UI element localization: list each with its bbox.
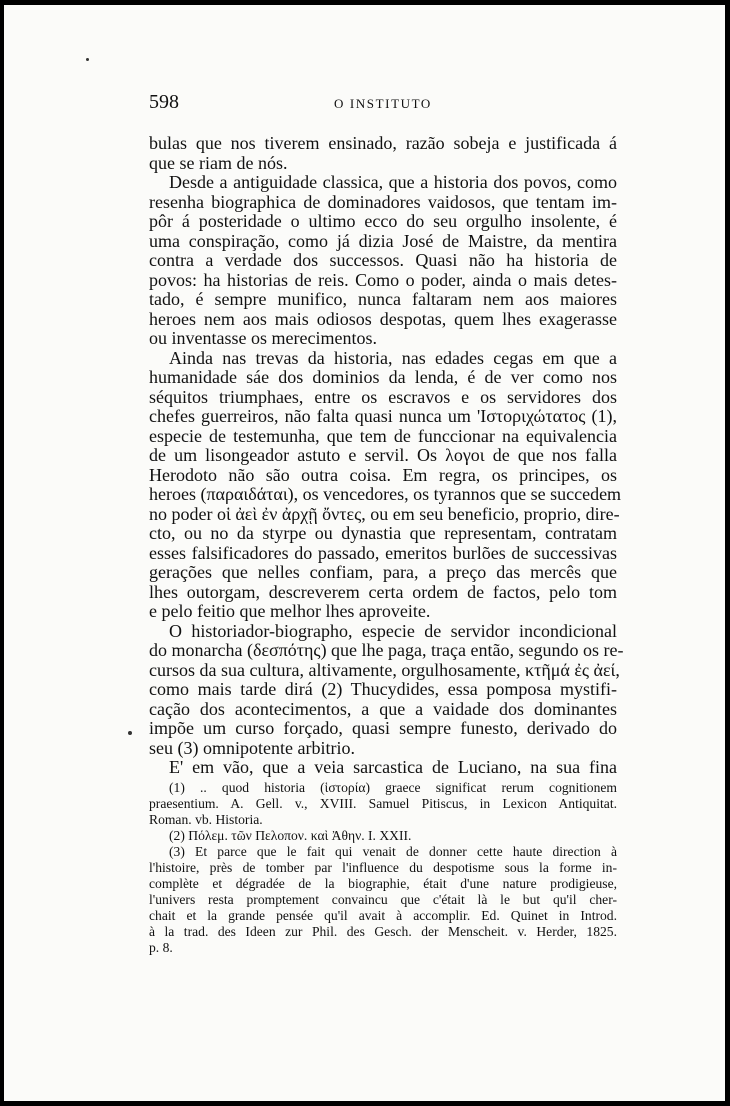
text-line: humanidade sáe dos dominios da lenda, é de ver como nos [149, 367, 617, 387]
text-line: de um lisongeador astuto e servil. Os λογοι de que nos falla [149, 445, 617, 465]
text-line: impõe um curso forçado, quasi sempre funesto, derivado do [149, 718, 617, 738]
ink-speck [86, 58, 89, 61]
footnote-line: à la trad. des Ideen zur Phil. des Gesch. der Menscheit. v. Herder, 1825. [149, 924, 617, 939]
footnote-line: Roman. vb. Historia. [149, 812, 263, 827]
text-line: e pelo feitio que melhor lhes aproveite. [149, 601, 431, 621]
text-line: heroes (παραιδάται), os vencedores, os tyrannos que se succedem [149, 484, 622, 504]
text-line: contra a verdade dos successos. Quasi não ha historia de [149, 250, 617, 270]
text-line: séquitos triumphaes, entre os escravos e os servidores dos [149, 386, 617, 407]
text-line: E' em vão, que a veia sarcastica de Luciano, na sua fina [169, 757, 617, 777]
footnote-line: complète et dégradée de la biographie, était d'une nature prodigieuse, [149, 876, 617, 891]
footnote-line: (2) Πόλεμ. τῶν Πελοπον. καὶ Ἀθην. I. XXII. [169, 828, 412, 843]
running-title: O INSTITUTO [334, 96, 432, 111]
page-header [149, 91, 617, 115]
text-line: chefes guerreiros, não falta quasi nunca um 'Ιστοριχώτατος (1), [149, 406, 617, 426]
text-line: que se riam de nós. [149, 152, 288, 173]
text-line: povos: ha historias de reis. Como o poder, ainda o mais detes- [149, 269, 617, 290]
book-page [4, 5, 725, 1101]
text-line: ou inventasse os merecimentos. [149, 328, 377, 348]
text-line: especie de testemunha, que tem de funccionar na equivalencia [149, 425, 617, 446]
text-line: como mais tarde dirá (2) Thucydides, essa pomposa mystifi- [149, 679, 617, 699]
text-line: resenha biographica de dominadores vaidosos, que tentam im- [149, 191, 617, 212]
footnote-line: (1) .. quod historia (ἱστορία) graece significat rerum cognitionem [169, 780, 617, 795]
footnote-line: p. 8. [149, 940, 173, 955]
text-line: cto, ou no da styrpe ou dynastia que representam, contratam [149, 523, 617, 543]
text-line: gerações que nelles confiam, para, a preço das mercês que [149, 562, 617, 582]
text-line: pôr á posteridade o ultimo ecco do seu orgulho insolente, é [149, 211, 617, 231]
text-line: cursos da sua cultura, altivamente, orgulhosamente, κτῆμά ἐς ἀεί, [149, 659, 620, 680]
footnote-line: chait et la grande pensée qu'il avait à accomplir. Ed. Quinet in Introd. [149, 908, 617, 923]
text-line: Ainda nas trevas da historia, nas edades cegas em que a [169, 347, 617, 368]
text-line: lhes outorgam, descreverem certa ordem de factos, pelo tom [149, 581, 617, 602]
footnote-line: praesentium. A. Gell. v., XVIII. Samuel Pitiscus, in Lexicon Antiquitat. [149, 796, 617, 811]
page-number: 598 [149, 91, 179, 113]
footnote-line: (3) Et parce que le fait qui venait de donner cette haute direction à [169, 844, 617, 859]
text-line: seu (3) omnipotente arbitrio. [149, 737, 355, 758]
text-line: esses falsificadores do passado, emeritos burlões de successivas [149, 542, 617, 563]
footnote-line: l'univers resta promptement convaincu que c'était là le but qu'il cher- [149, 892, 617, 907]
text-line: O historiador-biographo, especie de servidor incondicional [169, 620, 617, 641]
text-line: bulas que nos tiverem ensinado, razão sobeja e justificada á [149, 133, 617, 153]
ink-speck [128, 731, 132, 735]
text-line: tado, é sempre munifico, nunca faltaram nem aos maiores [149, 289, 617, 309]
text-line: no poder οἱ ἀεὶ ἐν ἀρχῇ ὄντες, ou em seu beneficio, proprio, dire- [149, 503, 620, 524]
footnotes [149, 780, 617, 956]
text-line: uma conspiração, como já dizia José de Maistre, da mentira [149, 230, 617, 251]
text-line: cação dos acontecimentos, a que a vaidade dos dominantes [149, 698, 617, 719]
main-text [149, 133, 624, 778]
footnote-line: l'histoire, près de tomber par l'influence du despotisme sous la forme in- [149, 860, 617, 875]
text-line: heroes nem aos mais odiosos despotas, quem lhes exagerasse [149, 308, 617, 329]
text-line: Desde a antiguidade classica, que a historia dos povos, como [169, 172, 617, 192]
text-line: do monarcha (δεσπότης) que lhe paga, traça então, segundo os re- [149, 640, 624, 660]
text-line: Herodoto não são outra coisa. Em regra, os principes, os [149, 464, 617, 485]
